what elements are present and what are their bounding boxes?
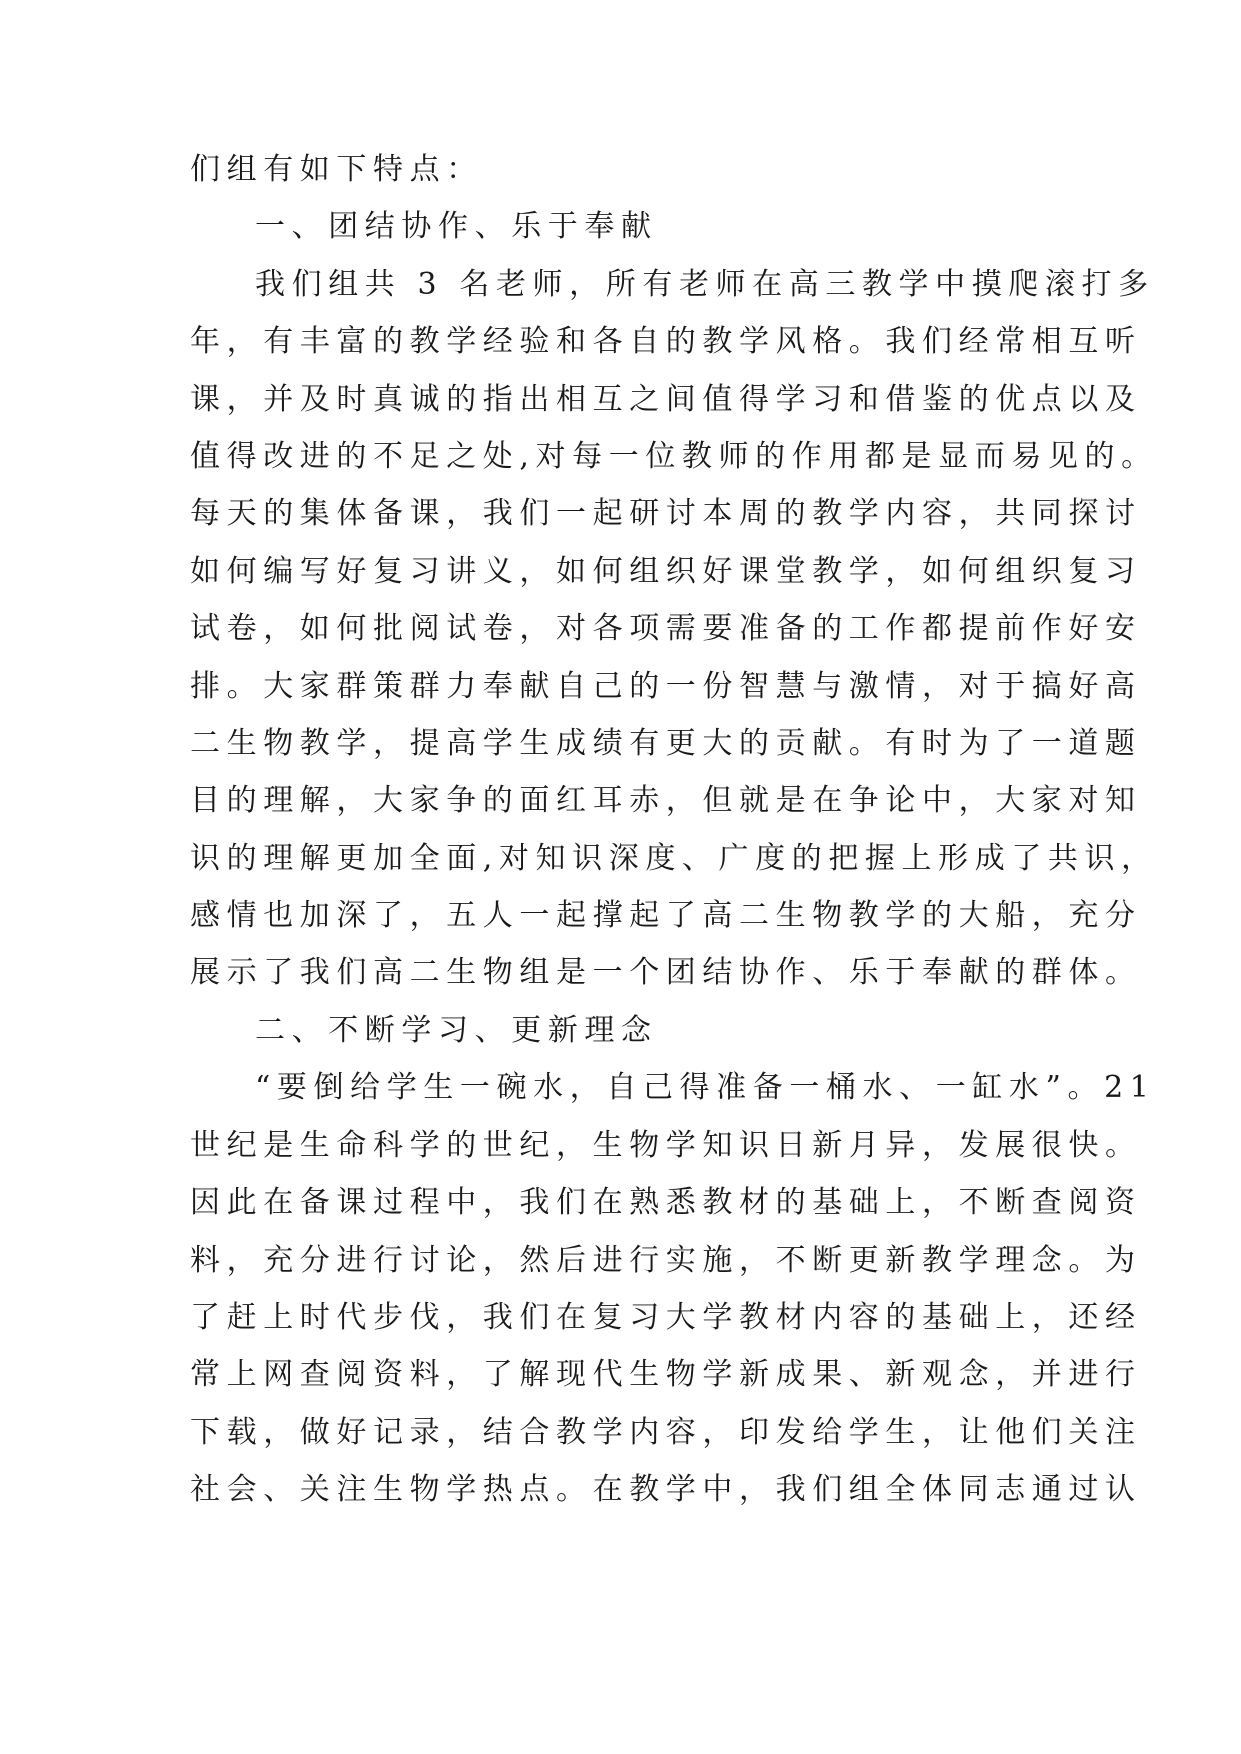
text-line: “要倒给学生一碗水，自己得准备一桶水、一缸水”。21 bbox=[255, 1070, 1156, 1105]
text-line: 课，并及时真诚的指出相互之间值得学习和借鉴的优点以及 bbox=[190, 382, 1142, 417]
text-line: 识的理解更加全面,对知识深度、广度的把握上形成了共识， bbox=[190, 841, 1158, 876]
section-heading: 一、团结协作、乐于奉献 bbox=[255, 209, 658, 244]
text-line: 社会、关注生物学热点。在教学中，我们组全体同志通过认 bbox=[190, 1472, 1142, 1507]
text-line: 每天的集体备课，我们一起研讨本周的教学内容，共同探讨 bbox=[190, 496, 1142, 531]
text-line: 们组有如下特点： bbox=[190, 152, 483, 187]
text-line: 如何编写好复习讲义，如何组织好课堂教学，如何组织复习 bbox=[190, 554, 1142, 589]
text-line: 常上网查阅资料，了解现代生物学新成果、新观念，并进行 bbox=[190, 1357, 1142, 1392]
text-line: 世纪是生命科学的世纪，生物学知识日新月异，发展很快。 bbox=[190, 1128, 1142, 1163]
text-line: 下载，做好记录，结合教学内容，印发给学生，让他们关注 bbox=[190, 1415, 1142, 1450]
text-line: 目的理解，大家争的面红耳赤，但就是在争论中，大家对知 bbox=[190, 783, 1142, 818]
text-line: 展示了我们高二生物组是一个团结协作、乐于奉献的群体。 bbox=[190, 955, 1142, 990]
text-line: 试卷，如何批阅试卷，对各项需要准备的工作都提前作好安 bbox=[190, 611, 1142, 646]
text-line: 了赶上时代步伐，我们在复习大学教材内容的基础上，还经 bbox=[190, 1300, 1142, 1335]
text-line: 料，充分进行讨论，然后进行实施，不断更新教学理念。为 bbox=[190, 1243, 1142, 1278]
text-line: 因此在备课过程中，我们在熟悉教材的基础上，不断查阅资 bbox=[190, 1185, 1142, 1220]
text-line: 感情也加深了，五人一起撑起了高二生物教学的大船，充分 bbox=[190, 898, 1142, 933]
section-heading: 二、不断学习、更新理念 bbox=[255, 1013, 658, 1048]
text-line: 我们组共 3 名老师，所有老师在高三教学中摸爬滚打多 bbox=[255, 267, 1155, 302]
text-line: 值得改进的不足之处,对每一位教师的作用都是显而易见的。 bbox=[190, 439, 1158, 474]
text-line: 排。大家群策群力奉献自己的一份智慧与激情，对于搞好高 bbox=[190, 669, 1142, 704]
text-line: 二生物教学，提高学生成绩有更大的贡献。有时为了一道题 bbox=[190, 726, 1142, 761]
text-line: 年，有丰富的教学经验和各自的教学风格。我们经常相互听 bbox=[190, 324, 1142, 359]
